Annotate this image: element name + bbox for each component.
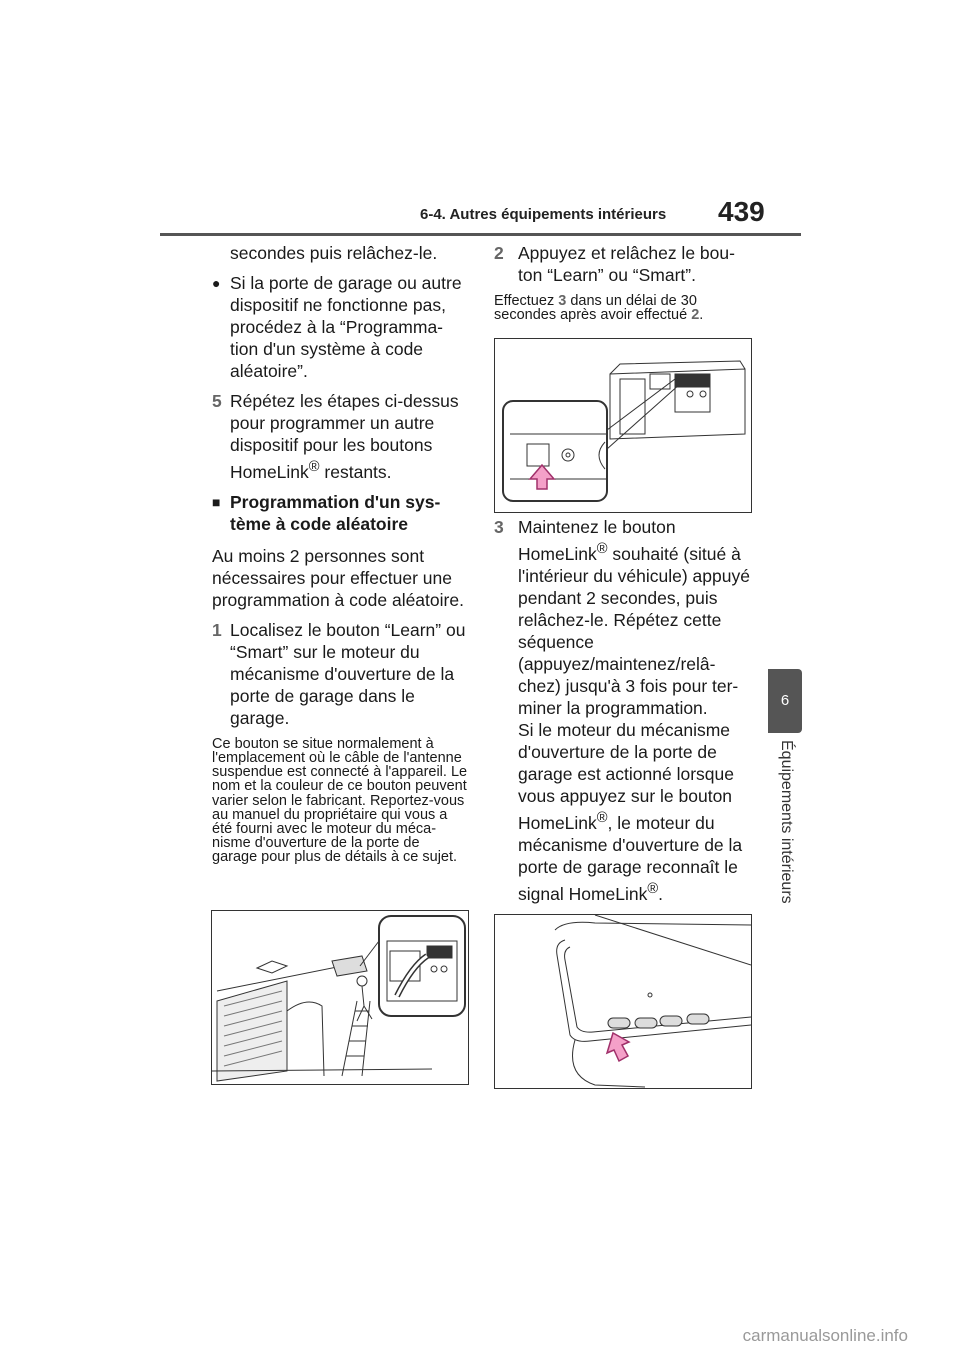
registered-mark: ® (596, 541, 608, 557)
section-heading-text: Programmation d'un sys-tème à code aléatoire (230, 491, 441, 534)
step-3-text-b: souhaité (situé à l'intérieur du véhicule) appuyé pendant 2 secondes, puis relâchez-le. Répétez cette séquence (appuyez/maintenez/relâ-chez) jusqu'à 3 fois pour ter-miner la programmation. (518, 543, 750, 718)
mirror-illustration (495, 915, 751, 1088)
learn-button-illustration (495, 339, 751, 512)
header-divider (160, 233, 801, 236)
timing-note-step3: 3 (558, 293, 567, 309)
step-3 (494, 516, 750, 904)
learn-button-figure (494, 338, 752, 513)
bullet-text: Si la porte de garage ou autre dispositif ne fonctionne pas, procédez à la “Programma-tion d'un système à code aléatoire”. (230, 273, 462, 381)
step-2-number: 2 (494, 243, 504, 263)
step-5-text: Répétez les étapes ci-dessus pour programmer un autre dispositif pour les boutons HomeLink (230, 391, 459, 482)
step-5-text-end: restants. (319, 461, 392, 482)
step-3-text-a: Maintenez le bouton HomeLink (518, 517, 676, 564)
watermark: carmanualsonline.info (742, 1326, 908, 1345)
section-title: 6-4. Autres équipements intérieurs (420, 206, 667, 223)
page-number: 439 (718, 196, 765, 227)
timing-note-step2: 2 (691, 307, 700, 324)
step-3-text-e: . (658, 883, 663, 904)
step-1 (212, 619, 468, 729)
right-column-step3 (494, 516, 750, 912)
step-1-number: 1 (212, 619, 222, 640)
chapter-tab[interactable]: 6 (768, 669, 802, 733)
registered-mark: ® (308, 459, 320, 475)
step-2 (494, 242, 754, 286)
note-paragraph: Ce bouton se situe normalement à l'emplacement où le câble de l'antenne suspendue est connecté à l'appareil. Le nom et la couleur de ce bouton peuvent varier selon le fabricant. Reportez-vous au manuel du propriétaire qui vous a été fourni avec le moteur du méca-nisme d'ouverture de la porte de garage pour plus de détails à ce sujet. (212, 735, 468, 866)
step-3-number: 3 (494, 517, 504, 537)
mirror-buttons-figure (494, 914, 752, 1089)
continued-text: secondes puis relâchez-le. (230, 243, 438, 263)
intro-paragraph: Au moins 2 personnes sont nécessaires pour effectuer une programmation à code aléatoire. (212, 545, 464, 610)
step-2-text: Appuyez et relâchez le bou-ton “Learn” ou “Smart”. (518, 243, 735, 285)
section-heading (212, 491, 468, 535)
registered-mark: ® (596, 809, 608, 826)
right-column-top (494, 242, 754, 334)
square-bullet-icon: ■ (212, 493, 221, 510)
bullet-paragraph (212, 272, 468, 382)
garage-opener-figure (211, 910, 469, 1085)
garage-illustration (212, 911, 468, 1084)
timing-note-b: dans un délai de 30 secondes après avoir effectué (494, 293, 697, 324)
step-1-text: Localisez le bouton “Learn” ou “Smart” sur le moteur du mécanisme d'ouverture de la porte de garage dans le garage. (230, 619, 466, 728)
timing-note-a: Effectuez (494, 293, 559, 309)
timing-note (494, 294, 754, 322)
step-5 (212, 390, 468, 483)
step-3-text-d: , le moteur du mécanisme d'ouverture de la porte de garage reconnaît le signal HomeLink (518, 812, 743, 904)
registered-mark: ® (647, 880, 659, 897)
bullet-icon: ● (212, 275, 221, 291)
left-column (212, 242, 468, 877)
step-5-number: 5 (212, 391, 222, 411)
timing-note-c: . (699, 307, 704, 324)
chapter-label: Équipements intérieurs (778, 740, 795, 904)
step-3-text-c: Si le moteur du mécanisme d'ouverture de la porte de garage est actionné lorsque vous appuyez sur le bouton HomeLink (518, 719, 734, 833)
